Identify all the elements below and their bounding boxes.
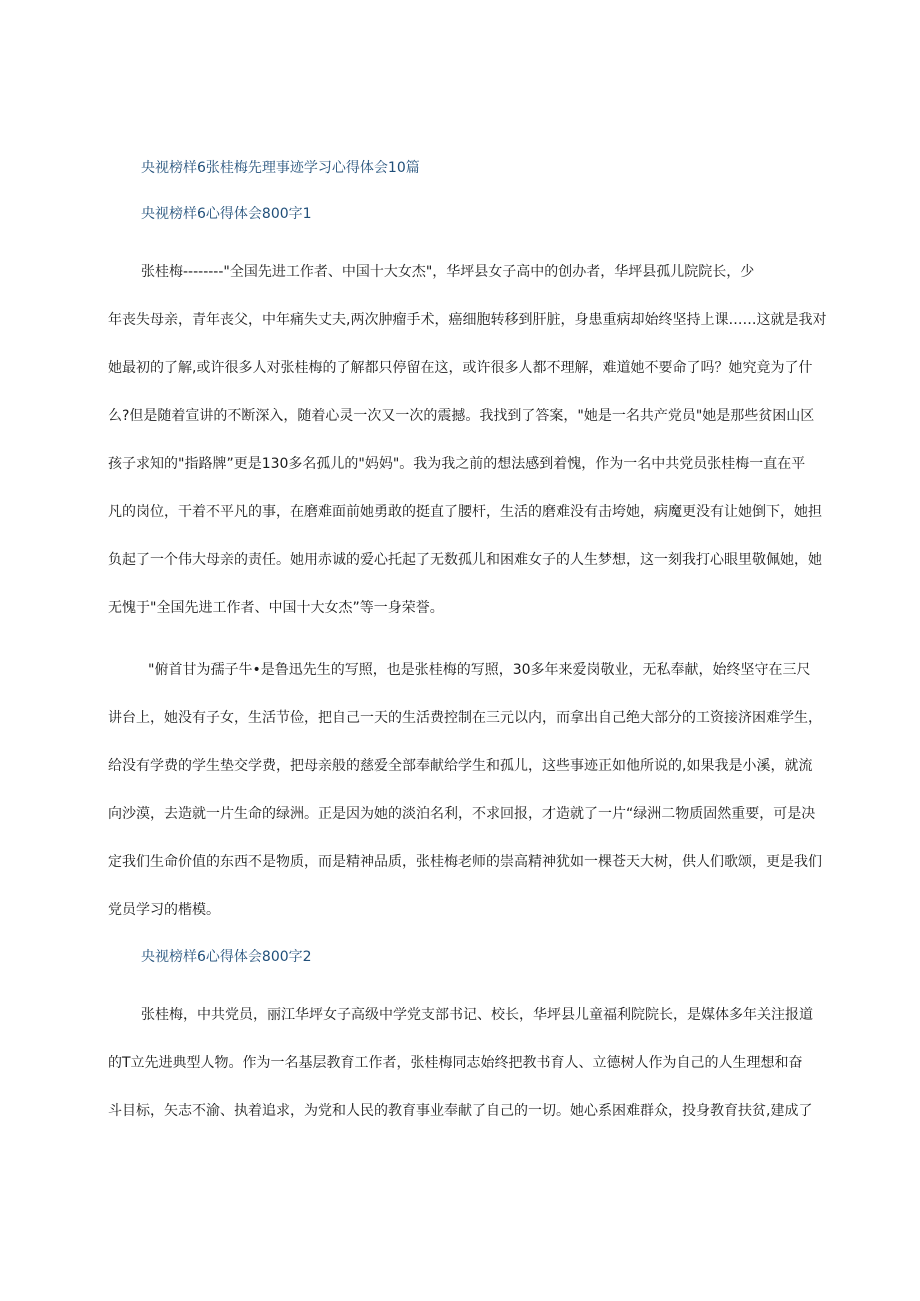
paragraph-line: 定我们生命价值的东西不是物质，而是精神品质，张桂梅老师的崇高精神犹如一棵苍天大树，供人们歌颂，更是我们 [108,854,822,870]
paragraph-line: 张桂梅，中共党员，丽江华坪女子高级中学党支部书记、校长，华坪县儿童福利院院长，是媒体多年关注报道 [141,1007,813,1023]
paragraph-line: "俯首甘为孺子牛•是鲁迅先生的写照，也是张桂梅的写照，30多年来爱岗敬业，无私奉献，始终坚守在三尺 [148,662,811,678]
document-title: 央视榜样6张桂梅先理事迹学习心得体会10篇 [141,160,420,176]
paragraph-line: 斗目标，矢志不渝、执着追求，为党和人民的教育事业奉献了自己的一切。她心系困难群众，投身教育扶贫,建成了 [108,1103,813,1119]
paragraph-line: 凡的岗位，干着不平凡的事，在磨难面前她勇敢的挺直了腰杆，生活的磨难没有击垮她，病魔更没有让她倒下，她担 [108,504,822,520]
paragraph-line: 张桂梅--------"全国先进工作者、中国十大女杰"，华坪县女子高中的创办者，华坪县孤儿院院长，少 [141,264,755,280]
section-2-heading: 央视榜样6心得体会800字2 [141,949,312,965]
paragraph-line: 负起了一个伟大母亲的责任。她用赤诚的爱心托起了无数孤儿和困难女子的人生梦想，这一刻我打心眼里敬佩她，她 [108,552,822,568]
paragraph-line: 孩子求知的"指路牌”更是130多名孤儿的"妈妈"。我为我之前的想法感到着愧，作为一名中共党员张桂梅一直在平 [108,456,806,472]
paragraph-line: 的T立先进典型人物。作为一名基层教育工作者，张桂梅同志始终把教书育人、立德树人作为自己的人生理想和奋 [108,1055,803,1071]
paragraph-line: 无愧于"全国先进工作者、中国十大女杰”等一身荣誉。 [108,600,444,616]
paragraph-line: 党员学习的楷模。 [108,902,220,918]
paragraph-line: 年丧失母亲，青年丧父，中年痛失丈夫,两次肿瘤手术，癌细胞转移到肝脏，身患重病却始终坚持上课……这就是我对 [108,312,827,328]
paragraph-line: 给没有学费的学生垫交学费，把母亲般的慈爱全部奉献给学生和孤儿，这些事迹正如他所说的,如果我是小溪，就流 [108,758,813,774]
section-1-heading: 央视榜样6心得体会800字1 [141,206,312,222]
paragraph-line: 么?但是随着宣讲的不断深入，随着心灵一次又一次的震撼。我找到了答案，"她是一名共产党员"她是那些贫困山区 [108,408,815,424]
paragraph-line: 讲台上，她没有子女，生活节俭，把自己一天的生活费控制在三元以内，而拿出自己绝大部分的工资接济困难学生， [108,710,822,726]
paragraph-line: 她最初的了解,或许很多人对张桂梅的了解都只停留在这，或许很多人都不理解，难道她不要命了吗？她究竟为了什 [108,360,813,376]
paragraph-line: 向沙漠，去造就一片生命的绿洲。正是因为她的淡泊名利，不求回报，才造就了一片“绿洲二物质固然重要，可是决 [108,806,816,822]
